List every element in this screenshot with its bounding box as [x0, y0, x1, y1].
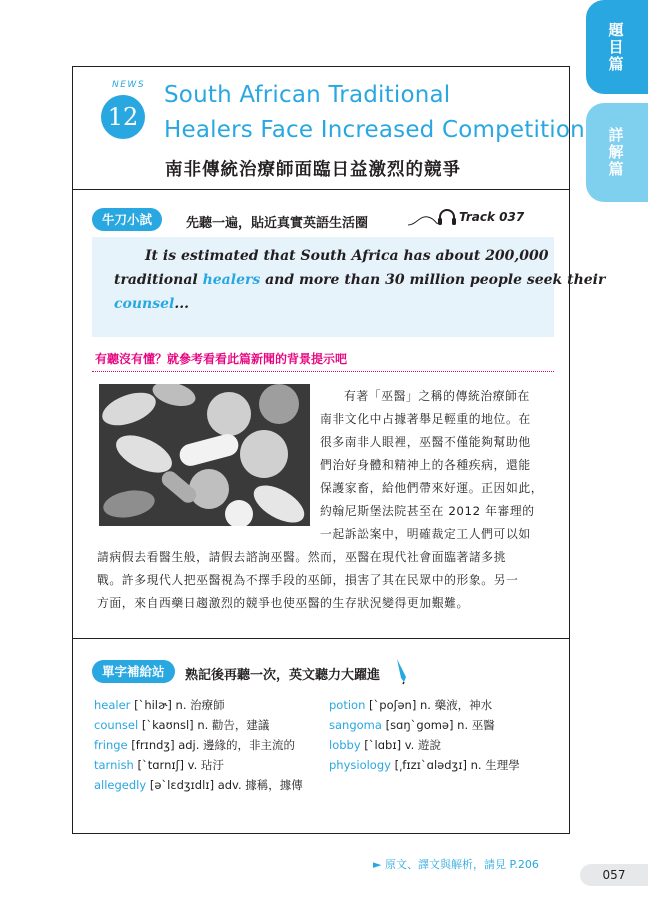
vocab-definition: [ˋhilɚ] n. 治療師 [130, 698, 225, 712]
quote-line-1: It is estimated that South Africa has about 200,000 [145, 248, 549, 264]
vocab-word: sangoma [329, 718, 382, 732]
vocab-word: lobby [329, 738, 361, 752]
vocab-item [329, 697, 492, 713]
vocab-item [94, 737, 295, 753]
listening-pill: 牛刀小試 [92, 208, 162, 231]
vocab-item [329, 757, 520, 773]
quote-line-3 [114, 296, 189, 312]
header-divider [72, 189, 570, 190]
background-line: 有著「巫醫」之稱的傳統治療師在 [344, 389, 530, 403]
vocab-definition: [əˋlɛdʒɪdlɪ] adv. 據稱，據傳 [146, 778, 303, 792]
vocab-definition: [ˋpoʃən] n. 藥液，神水 [365, 698, 493, 712]
tab-questions-char: 篇 [608, 54, 624, 73]
pills-photo [99, 384, 310, 526]
background-line: 方面，來自西藥日趨激烈的競爭也使巫醫的生存狀況變得更加艱難。 [97, 596, 469, 610]
background-line: 南非文化中占據著舉足輕重的地位。在 [320, 412, 531, 426]
vocab-definition: [ˋlɑbɪ] v. 遊說 [360, 738, 441, 752]
vocab-item [94, 697, 225, 713]
background-line: 很多南非人眼裡，巫醫不僅能夠幫助他 [320, 435, 531, 449]
quote-line-2 [114, 272, 605, 288]
headphone-icon[interactable] [437, 208, 457, 226]
vocab-definition: [sɑŋˋgomə] n. 巫醫 [381, 718, 495, 732]
tab-questions[interactable] [586, 0, 648, 94]
title-line-2: Healers Face Increased Competition [164, 117, 585, 143]
tab-questions-char: 目 [608, 37, 624, 56]
vocab-word: tarnish [94, 758, 134, 772]
vocab-item [94, 757, 224, 773]
vocab-word: counsel [94, 718, 139, 732]
background-heading: 有聽沒有懂？就參考看看此篇新聞的背景提示吧 [95, 352, 348, 366]
listening-lead: 先聽一遍，貼近真實英語生活圈 [186, 216, 369, 231]
background-line: 保護家畜，給他們帶來好運。正因如此， [320, 481, 544, 495]
vocab-word: potion [329, 698, 366, 712]
vocab-item [94, 717, 269, 733]
title-line-1: South African Traditional [164, 82, 451, 108]
reference-link[interactable]: ► 原文、譯文與解析，請見 P.206 [373, 858, 539, 871]
tab-explanations-char: 解 [608, 143, 624, 161]
pen-icon [393, 657, 411, 685]
tab-explanations[interactable] [586, 103, 648, 202]
tab-explanations-char: 詳 [608, 126, 624, 144]
vocab-divider [72, 638, 570, 639]
background-line: 約翰尼斯堡法院甚至在 2012 年審理的 [320, 504, 535, 518]
quote-text: ... [174, 296, 189, 312]
vocab-word: physiology [329, 758, 391, 772]
vocab-definition: [ˋtɑrnɪʃ] v. 玷汙 [133, 758, 224, 772]
background-line: 們治好身體和精神上的各種疾病，還能 [320, 458, 531, 472]
vocab-item [94, 777, 303, 793]
vocab-definition: [͵fɪzɪˋɑlədʒɪ] n. 生理學 [390, 758, 520, 772]
vocab-definition: [ˋkaʊnsl] n. 勸告，建議 [138, 718, 270, 732]
vocab-item [329, 737, 441, 753]
vocab-lead: 熟記後再聽一次，英文聽力大躍進 [185, 668, 381, 683]
quote-text: and more than 30 million people seek their [260, 272, 606, 288]
highlight-word: counsel [114, 296, 175, 312]
title-chinese: 南非傳統治療師面臨日益激烈的競爭 [165, 160, 461, 180]
news-number-badge: 12 [101, 95, 145, 139]
highlight-word: healers [202, 272, 261, 288]
tab-questions-char: 題 [608, 20, 624, 39]
news-label: NEWS [112, 80, 146, 90]
vocab-item [329, 717, 495, 733]
track-label[interactable]: Track 037 [459, 210, 525, 224]
background-line: 一起訴訟案中，明確裁定工人們可以如 [320, 527, 531, 541]
page-number: 057 [580, 864, 648, 886]
track-swoosh-icon [408, 213, 438, 227]
vocab-word: fringe [94, 738, 128, 752]
vocab-word: healer [94, 698, 131, 712]
background-line: 請病假去看醫生般，請假去諮詢巫醫。然而，巫醫在現代社會面臨著諸多挑 [97, 550, 507, 564]
vocab-pill: 單字補給站 [92, 660, 175, 683]
dotted-divider [92, 371, 554, 372]
vocab-word: allegedly [94, 778, 147, 792]
background-line: 戰。許多現代人把巫醫視為不擇手段的巫師，損害了其在民眾中的形象。另一 [97, 573, 519, 587]
quote-text: traditional [114, 272, 203, 288]
tab-explanations-char: 篇 [608, 160, 624, 178]
vocab-definition: [frɪndʒ] adj. 邊緣的，非主流的 [127, 738, 296, 752]
